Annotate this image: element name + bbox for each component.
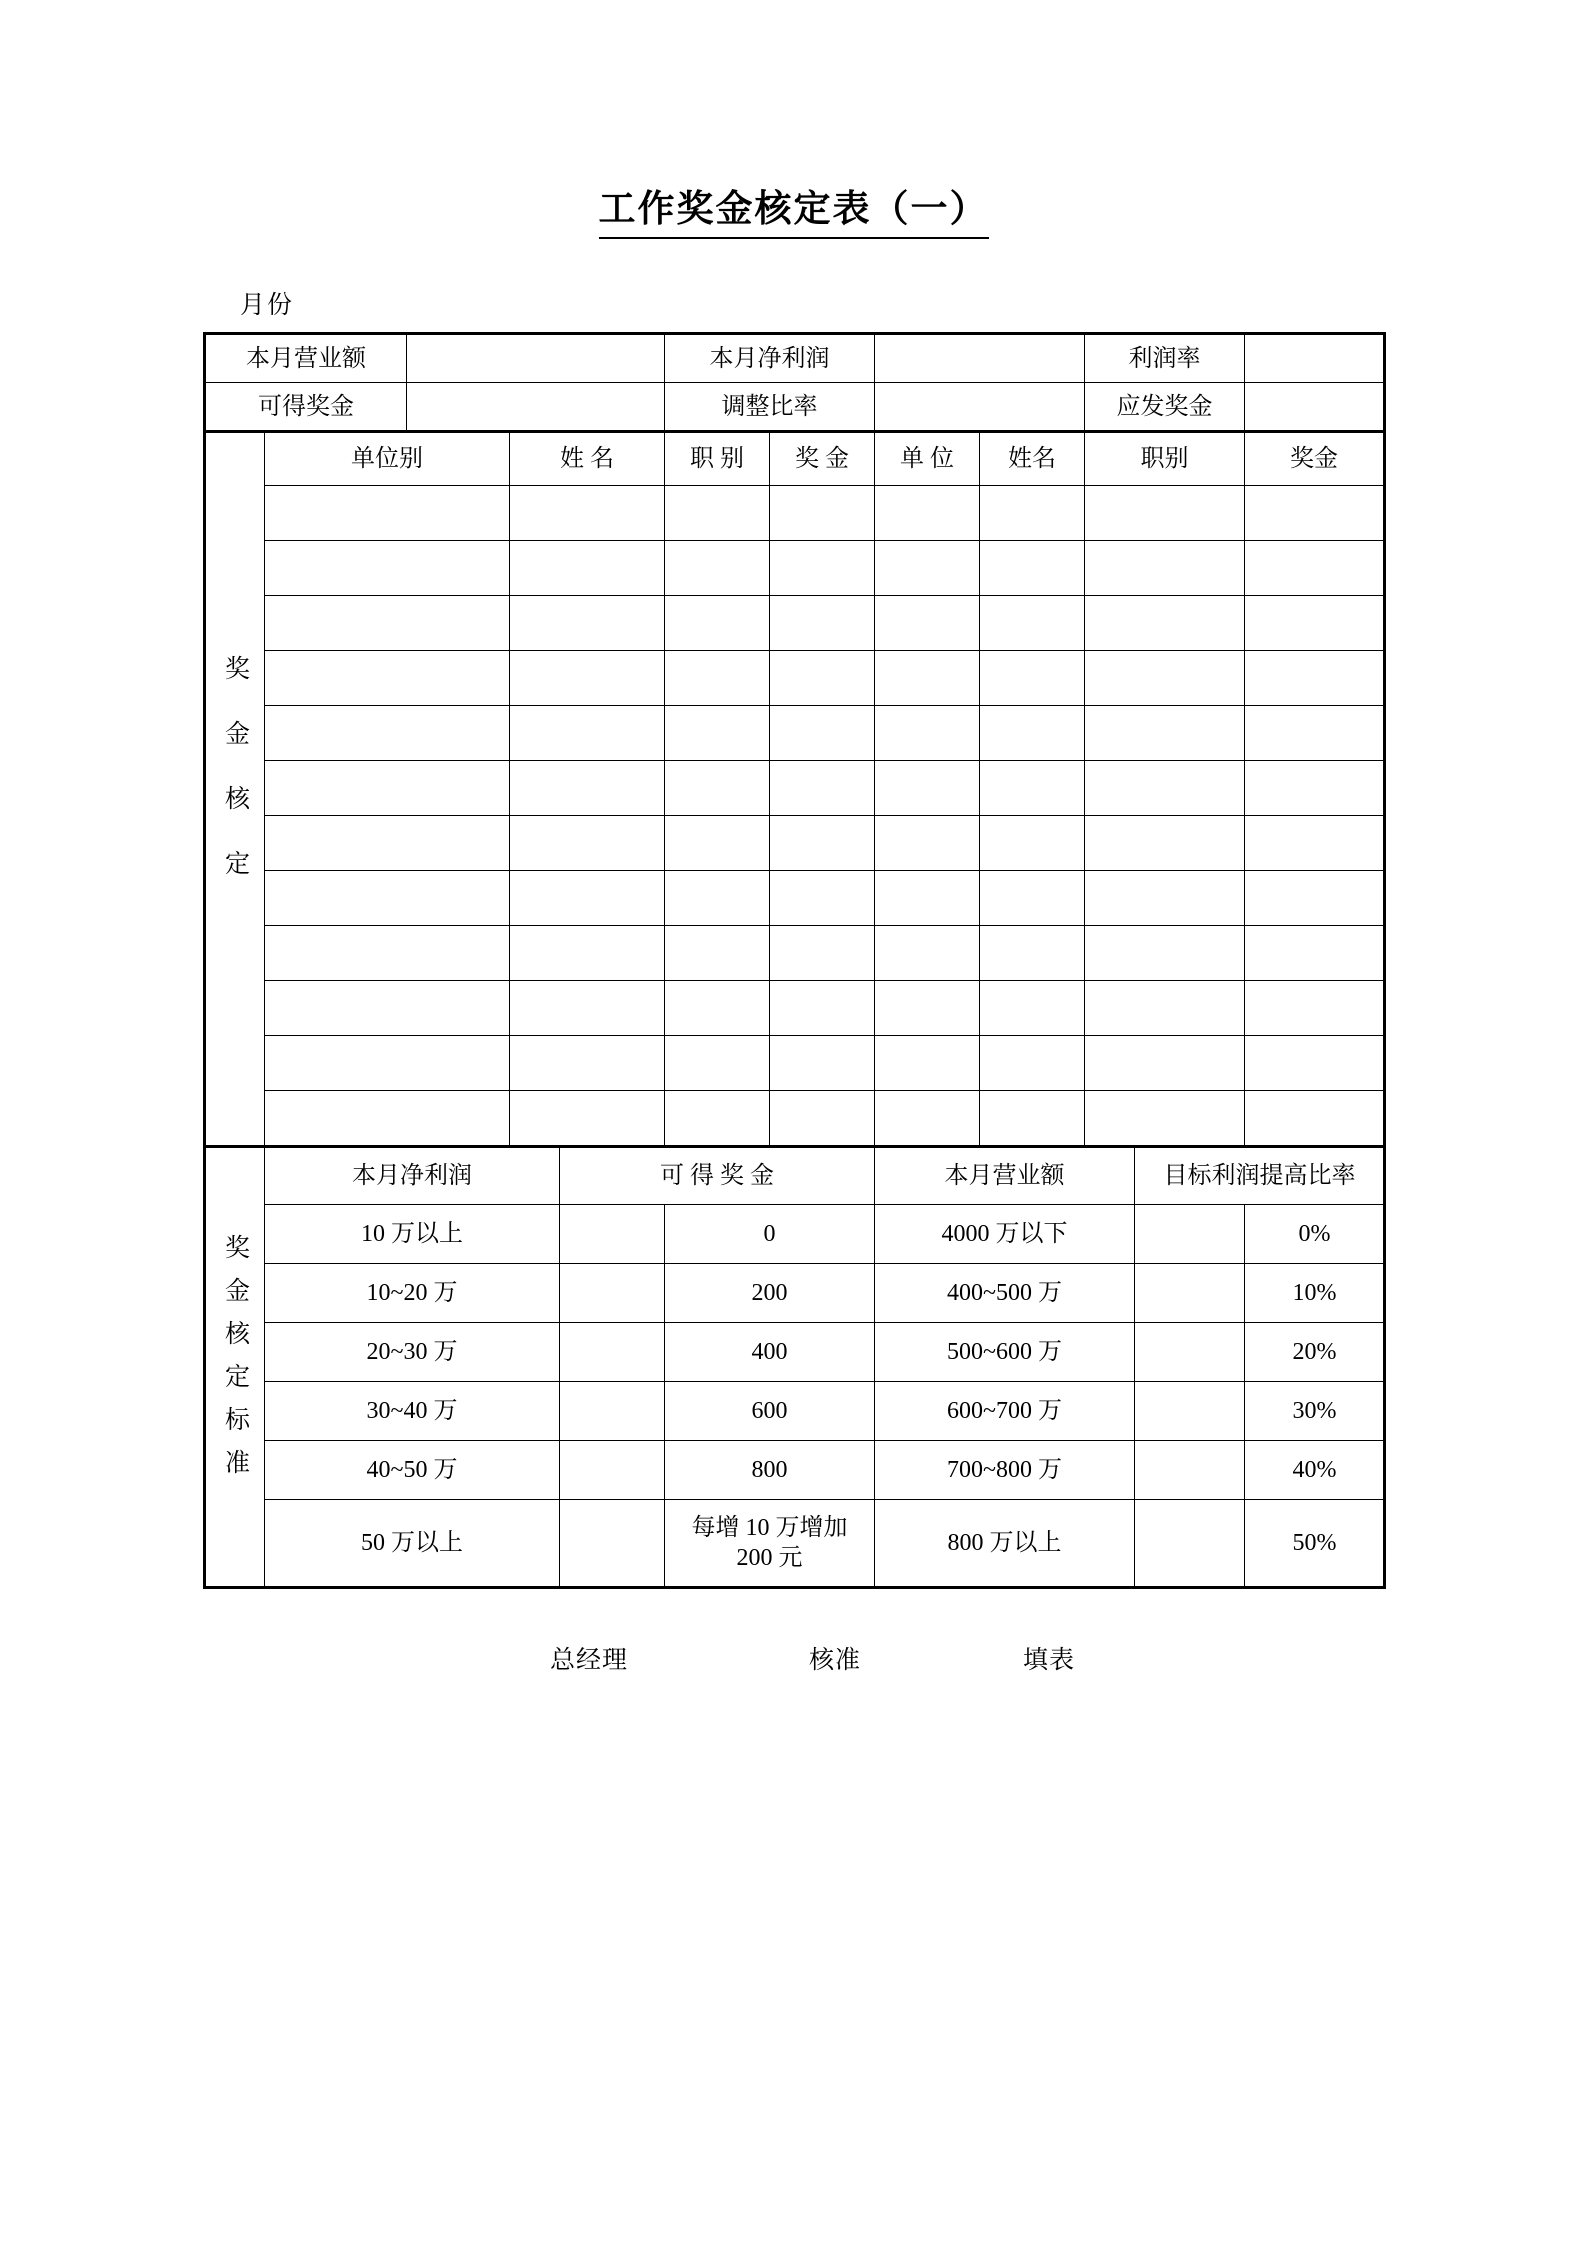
cell-name-1[interactable] <box>510 761 665 816</box>
std-bonus: 0 <box>665 1205 875 1264</box>
std-bonus: 600 <box>665 1382 875 1441</box>
cell-position-2[interactable] <box>1085 486 1245 541</box>
col-header-bonus-1: 奖 金 <box>770 432 875 486</box>
cell-position-1[interactable] <box>665 816 770 871</box>
value-payable-bonus[interactable] <box>1245 383 1385 432</box>
cell-bonus-1[interactable] <box>770 1036 875 1091</box>
cell-position-2[interactable] <box>1085 1036 1245 1091</box>
cell-unit-1[interactable] <box>265 706 510 761</box>
label-monthly-net-profit: 本月净利润 <box>665 334 875 383</box>
std-revenue: 600~700 万 <box>875 1382 1135 1441</box>
cell-bonus-2[interactable] <box>1245 816 1385 871</box>
cell-name-1[interactable] <box>510 981 665 1036</box>
std-bonus-blank[interactable] <box>560 1441 665 1500</box>
cell-position-2[interactable] <box>1085 706 1245 761</box>
cell-bonus-2[interactable] <box>1245 981 1385 1036</box>
cell-bonus-2[interactable] <box>1245 1091 1385 1147</box>
std-rate-blank[interactable] <box>1135 1205 1245 1264</box>
cell-name-2[interactable] <box>980 596 1085 651</box>
cell-unit-1[interactable] <box>265 541 510 596</box>
cell-position-1[interactable] <box>665 1036 770 1091</box>
table-row <box>205 871 1385 926</box>
std-rate-blank[interactable] <box>1135 1441 1245 1500</box>
std-rate: 0% <box>1245 1205 1385 1264</box>
standard-row <box>205 1264 1385 1323</box>
cell-unit-2[interactable] <box>875 596 980 651</box>
cell-position-2[interactable] <box>1085 981 1245 1036</box>
cell-position-2[interactable] <box>1085 761 1245 816</box>
signature-approval: 核准 <box>809 1647 862 1674</box>
cell-name-1[interactable] <box>510 541 665 596</box>
standard-row <box>205 1382 1385 1441</box>
cell-unit-1[interactable] <box>265 871 510 926</box>
std-revenue: 400~500 万 <box>875 1264 1135 1323</box>
cell-position-1[interactable] <box>665 651 770 706</box>
col-header-name-2: 姓名 <box>980 432 1085 486</box>
std-rate-blank[interactable] <box>1135 1382 1245 1441</box>
cell-name-1[interactable] <box>510 871 665 926</box>
cell-bonus-1[interactable] <box>770 651 875 706</box>
std-rate: 10% <box>1245 1264 1385 1323</box>
cell-unit-2[interactable] <box>875 651 980 706</box>
label-adjustment-ratio: 调整比率 <box>665 383 875 432</box>
cell-name-1[interactable] <box>510 596 665 651</box>
cell-name-2[interactable] <box>980 1036 1085 1091</box>
cell-unit-1[interactable] <box>265 981 510 1036</box>
cell-name-2[interactable] <box>980 706 1085 761</box>
std-revenue: 700~800 万 <box>875 1441 1135 1500</box>
cell-position-1[interactable] <box>665 541 770 596</box>
cell-position-2[interactable] <box>1085 816 1245 871</box>
cell-position-2[interactable] <box>1085 1091 1245 1147</box>
page-title <box>0 178 1587 239</box>
std-net-profit: 50 万以上 <box>265 1500 560 1588</box>
col-header-name-1: 姓 名 <box>510 432 665 486</box>
cell-position-1[interactable] <box>665 1091 770 1147</box>
std-bonus-blank[interactable] <box>560 1264 665 1323</box>
cell-position-1[interactable] <box>665 706 770 761</box>
col-header-unit-1: 单位别 <box>265 432 510 486</box>
std-bonus <box>665 1500 875 1588</box>
cell-bonus-1[interactable] <box>770 596 875 651</box>
cell-position-2[interactable] <box>1085 541 1245 596</box>
cell-position-1[interactable] <box>665 486 770 541</box>
col-header-position-2: 职别 <box>1085 432 1245 486</box>
cell-unit-2[interactable] <box>875 1036 980 1091</box>
cell-name-2[interactable] <box>980 871 1085 926</box>
std-header-net-profit: 本月净利润 <box>265 1147 560 1205</box>
table-row <box>205 486 1385 541</box>
cell-bonus-1[interactable] <box>770 816 875 871</box>
month-label: 月份 <box>240 292 295 319</box>
std-bonus-line-2: 200 元 <box>736 1545 803 1571</box>
cell-position-2[interactable] <box>1085 651 1245 706</box>
standard-row <box>205 1500 1385 1588</box>
std-rate: 20% <box>1245 1323 1385 1382</box>
cell-bonus-2[interactable] <box>1245 1036 1385 1091</box>
standard-row <box>205 1323 1385 1382</box>
std-bonus: 400 <box>665 1323 875 1382</box>
std-bonus-blank[interactable] <box>560 1382 665 1441</box>
value-monthly-net-profit[interactable] <box>875 334 1085 383</box>
table-row <box>205 761 1385 816</box>
cell-unit-1[interactable] <box>265 761 510 816</box>
cell-bonus-2[interactable] <box>1245 651 1385 706</box>
cell-unit-2[interactable] <box>875 1091 980 1147</box>
cell-bonus-2[interactable] <box>1245 761 1385 816</box>
page-title-text: 工作奖金核定表（一） <box>599 178 989 239</box>
cell-bonus-1[interactable] <box>770 761 875 816</box>
std-header-target-profit-rate: 目标利润提高比率 <box>1135 1147 1385 1205</box>
cell-name-1[interactable] <box>510 651 665 706</box>
std-bonus-blank[interactable] <box>560 1500 665 1588</box>
cell-name-2[interactable] <box>980 486 1085 541</box>
std-bonus: 800 <box>665 1441 875 1500</box>
label-monthly-revenue: 本月营业额 <box>205 334 407 383</box>
cell-name-1[interactable] <box>510 926 665 981</box>
table-row <box>205 541 1385 596</box>
cell-name-2[interactable] <box>980 761 1085 816</box>
cell-bonus-1[interactable] <box>770 706 875 761</box>
std-bonus-blank[interactable] <box>560 1205 665 1264</box>
cell-unit-1[interactable] <box>265 816 510 871</box>
std-rate: 50% <box>1245 1500 1385 1588</box>
cell-unit-1[interactable] <box>265 926 510 981</box>
value-monthly-revenue[interactable] <box>407 334 665 383</box>
std-net-profit: 10 万以上 <box>265 1205 560 1264</box>
cell-unit-1[interactable] <box>265 1091 510 1147</box>
value-profit-rate[interactable] <box>1245 334 1385 383</box>
table-row <box>205 981 1385 1036</box>
cell-name-2[interactable] <box>980 1091 1085 1147</box>
std-rate-blank[interactable] <box>1135 1264 1245 1323</box>
cell-name-1[interactable] <box>510 1036 665 1091</box>
cell-bonus-1[interactable] <box>770 486 875 541</box>
signature-general-manager: 总经理 <box>550 1647 629 1674</box>
standard-header-row <box>205 1147 1385 1205</box>
std-header-available-bonus: 可 得 奖 金 <box>560 1147 875 1205</box>
label-payable-bonus: 应发奖金 <box>1085 383 1245 432</box>
cell-name-2[interactable] <box>980 541 1085 596</box>
std-bonus-blank[interactable] <box>560 1323 665 1382</box>
cell-unit-2[interactable] <box>875 541 980 596</box>
std-net-profit: 20~30 万 <box>265 1323 560 1382</box>
cell-name-1[interactable] <box>510 706 665 761</box>
table-row <box>205 596 1385 651</box>
cell-unit-1[interactable] <box>265 1036 510 1091</box>
cell-unit-1[interactable] <box>265 596 510 651</box>
cell-position-1[interactable] <box>665 871 770 926</box>
cell-position-1[interactable] <box>665 761 770 816</box>
summary-row-2 <box>205 383 1385 432</box>
table-row <box>205 816 1385 871</box>
cell-unit-2[interactable] <box>875 761 980 816</box>
cell-name-2[interactable] <box>980 981 1085 1036</box>
table-row <box>205 926 1385 981</box>
cell-bonus-1[interactable] <box>770 926 875 981</box>
cell-bonus-2[interactable] <box>1245 926 1385 981</box>
cell-bonus-1[interactable] <box>770 541 875 596</box>
cell-bonus-2[interactable] <box>1245 486 1385 541</box>
award-section-side-label-text: 奖金核定 <box>221 655 249 915</box>
value-available-bonus[interactable] <box>407 383 665 432</box>
cell-name-2[interactable] <box>980 651 1085 706</box>
std-net-profit: 30~40 万 <box>265 1382 560 1441</box>
cell-unit-2[interactable] <box>875 816 980 871</box>
summary-row-1 <box>205 334 1385 383</box>
std-rate-blank[interactable] <box>1135 1500 1245 1588</box>
cell-unit-2[interactable] <box>875 486 980 541</box>
cell-bonus-2[interactable] <box>1245 871 1385 926</box>
standard-row <box>205 1205 1385 1264</box>
cell-bonus-2[interactable] <box>1245 541 1385 596</box>
cell-unit-1[interactable] <box>265 486 510 541</box>
label-profit-rate: 利润率 <box>1085 334 1245 383</box>
col-header-position-1: 职 别 <box>665 432 770 486</box>
std-rate: 40% <box>1245 1441 1385 1500</box>
cell-position-1[interactable] <box>665 926 770 981</box>
standard-section-side-label-text: 奖金核定标准 <box>221 1234 249 1492</box>
award-section-side-label <box>205 432 265 1147</box>
std-revenue: 500~600 万 <box>875 1323 1135 1382</box>
signature-row <box>203 1640 1383 1684</box>
std-revenue: 800 万以上 <box>875 1500 1135 1588</box>
std-net-profit: 10~20 万 <box>265 1264 560 1323</box>
cell-position-2[interactable] <box>1085 926 1245 981</box>
cell-bonus-1[interactable] <box>770 981 875 1036</box>
col-header-bonus-2: 奖金 <box>1245 432 1385 486</box>
cell-name-2[interactable] <box>980 816 1085 871</box>
table-row <box>205 1036 1385 1091</box>
std-bonus: 200 <box>665 1264 875 1323</box>
col-header-unit-2: 单 位 <box>875 432 980 486</box>
cell-bonus-1[interactable] <box>770 871 875 926</box>
cell-position-1[interactable] <box>665 596 770 651</box>
cell-bonus-2[interactable] <box>1245 596 1385 651</box>
standard-row <box>205 1441 1385 1500</box>
std-rate-blank[interactable] <box>1135 1323 1245 1382</box>
std-net-profit: 40~50 万 <box>265 1441 560 1500</box>
signature-prepared-by: 填表 <box>1023 1647 1076 1674</box>
bonus-assessment-table <box>203 332 1386 1589</box>
cell-position-1[interactable] <box>665 981 770 1036</box>
table-row <box>205 1091 1385 1147</box>
cell-name-1[interactable] <box>510 486 665 541</box>
cell-name-1[interactable] <box>510 816 665 871</box>
std-revenue: 4000 万以下 <box>875 1205 1135 1264</box>
cell-unit-2[interactable] <box>875 981 980 1036</box>
value-adjustment-ratio[interactable] <box>875 383 1085 432</box>
std-rate: 30% <box>1245 1382 1385 1441</box>
award-header-row <box>205 432 1385 486</box>
cell-unit-2[interactable] <box>875 926 980 981</box>
cell-position-2[interactable] <box>1085 871 1245 926</box>
table-row <box>205 651 1385 706</box>
std-header-monthly-revenue: 本月营业额 <box>875 1147 1135 1205</box>
cell-bonus-2[interactable] <box>1245 706 1385 761</box>
cell-unit-1[interactable] <box>265 651 510 706</box>
cell-bonus-1[interactable] <box>770 1091 875 1147</box>
cell-position-2[interactable] <box>1085 596 1245 651</box>
cell-unit-2[interactable] <box>875 871 980 926</box>
standard-section-side-label <box>205 1147 265 1588</box>
cell-unit-2[interactable] <box>875 706 980 761</box>
std-bonus-line-1: 每增 10 万增加 <box>691 1515 848 1541</box>
label-available-bonus: 可得奖金 <box>205 383 407 432</box>
cell-name-1[interactable] <box>510 1091 665 1147</box>
table-row <box>205 706 1385 761</box>
cell-name-2[interactable] <box>980 926 1085 981</box>
